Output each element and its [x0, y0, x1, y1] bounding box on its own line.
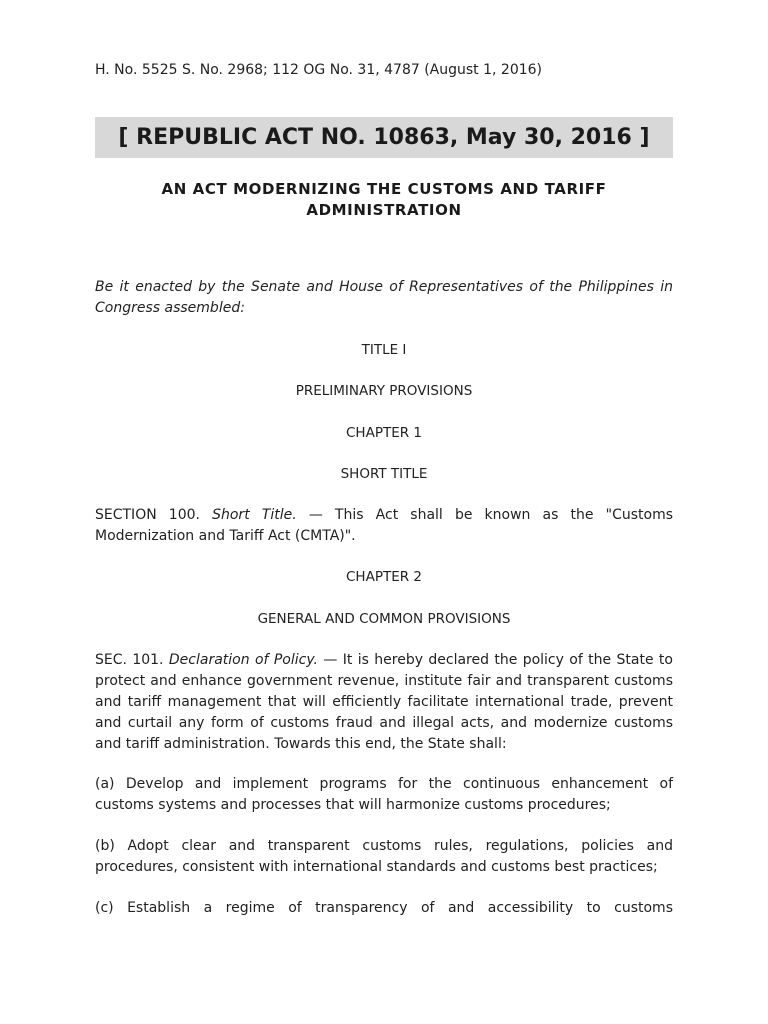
policy-item-c: (c) Establish a regime of transparency of and accessibility to customs — [95, 900, 673, 916]
chapter-2-heading: CHAPTER 2 — [346, 569, 422, 585]
section-100-label: SECTION 100. — [95, 507, 200, 523]
enacting-clause: Be it enacted by the Senate and House of Representatives of the Philippines in Congress assembled: — [95, 279, 673, 316]
citation-line: H. No. 5525 S. No. 2968; 112 OG No. 31, 4787 (August 1, 2016) — [95, 62, 543, 78]
policy-item-a: (a) Develop and implement programs for the continuous enhancement of customs systems and processes that will harmonize customs procedures; — [95, 776, 673, 813]
section-101-paragraph — [95, 650, 673, 755]
title-name: PRELIMINARY PROVISIONS — [295, 383, 473, 399]
title-heading: TITLE I — [361, 342, 407, 358]
section-100-caption: Short Title. — [212, 507, 297, 523]
section-101-label: SEC. 101. — [95, 652, 164, 668]
section-101-caption: Declaration of Policy. — [168, 652, 318, 668]
chapter-1-heading: CHAPTER 1 — [346, 425, 422, 441]
republic-act-title: [ REPUBLIC ACT NO. 10863, May 30, 2016 ] — [95, 117, 673, 158]
chapter-1-name: SHORT TITLE — [340, 466, 428, 482]
section-100-paragraph — [95, 505, 673, 547]
section-100-text: — This Act shall be known as the "Customs Modernization and Tariff Act (CMTA)". — [95, 507, 674, 544]
chapter-2-name: GENERAL AND COMMON PROVISIONS — [257, 611, 511, 627]
section-101-text: — It is hereby declared the policy of the State to protect and enhance government revenue, institute fair and transparent customs and tariff management that will efficiently facilitate international trade, prevent and curtail any form of customs fraud and illegal acts, and modernize customs and tariff administration. Towards this end, the State shall: — [95, 652, 673, 752]
act-title: AN ACT MODERNIZING THE CUSTOMS AND TARIFF ADMINISTRATION — [161, 180, 607, 219]
policy-item-b: (b) Adopt clear and transparent customs rules, regulations, policies and procedures, consistent with international standards and customs best practices; — [95, 838, 673, 875]
